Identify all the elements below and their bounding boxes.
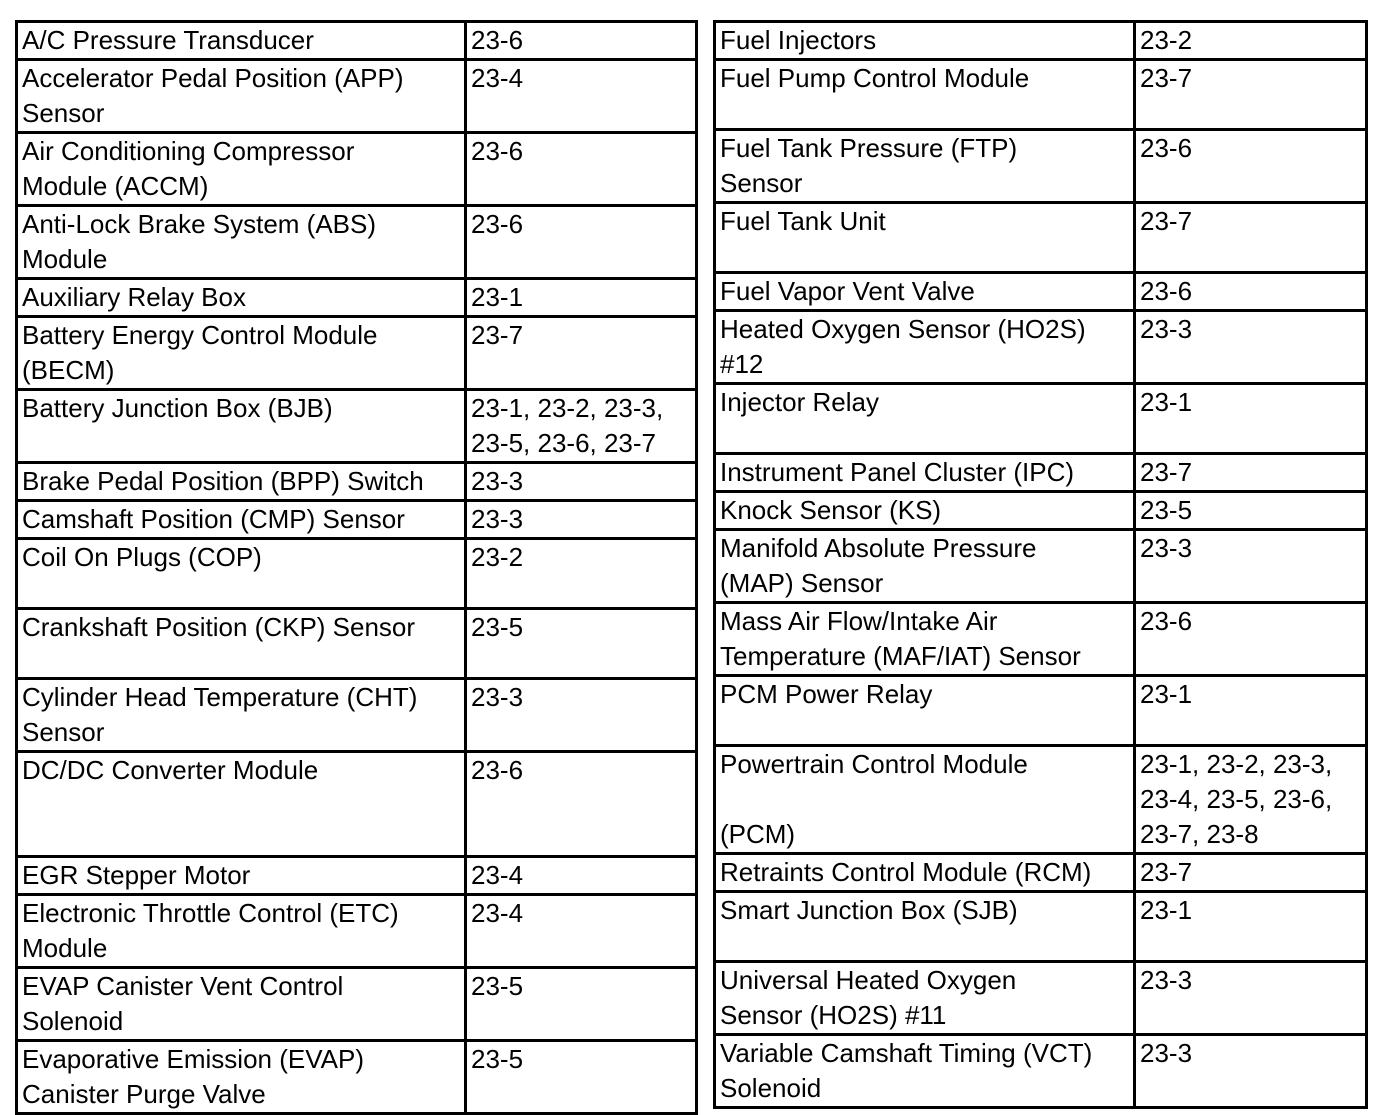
table-row — [715, 962, 1367, 1035]
table-row — [17, 60, 697, 133]
location-cell: 23-4 — [466, 895, 697, 968]
component-name-cell: Retraints Control Module (RCM) — [715, 854, 1135, 892]
location-cell: 23-3 — [466, 463, 697, 501]
component-name-cell: Camshaft Position (CMP) Sensor — [17, 501, 466, 539]
location-cell: 23-6 — [466, 22, 697, 60]
table-row — [715, 892, 1367, 962]
table-row — [17, 390, 697, 463]
component-name-cell: Universal Heated Oxygen Sensor (HO2S) #11 — [715, 962, 1135, 1035]
table-row — [715, 130, 1367, 203]
location-cell: 23-1, 23-2, 23-3, 23-4, 23-5, 23-6, 23-7, 23-8 — [1135, 746, 1367, 854]
location-cell: 23-6 — [1135, 130, 1367, 203]
table-row — [17, 895, 697, 968]
component-name-cell: Cylinder Head Temperature (CHT) Sensor — [17, 679, 466, 752]
location-cell: 23-6 — [466, 206, 697, 279]
component-name-cell: A/C Pressure Transducer — [17, 22, 466, 60]
location-cell: 23-7 — [1135, 60, 1367, 130]
location-cell: 23-4 — [466, 60, 697, 133]
location-cell: 23-7 — [466, 317, 697, 390]
component-name-cell: Fuel Tank Unit — [715, 203, 1135, 273]
table-row — [715, 1035, 1367, 1108]
table-row — [17, 1041, 697, 1114]
location-cell: 23-7 — [1135, 854, 1367, 892]
location-cell: 23-7 — [1135, 454, 1367, 492]
component-name-cell: Knock Sensor (KS) — [715, 492, 1135, 530]
location-cell: 23-2 — [1135, 22, 1367, 60]
left-table-body — [17, 22, 697, 1114]
component-name-cell: Battery Junction Box (BJB) — [17, 390, 466, 463]
component-name-cell: Injector Relay — [715, 384, 1135, 454]
component-name-cell: Smart Junction Box (SJB) — [715, 892, 1135, 962]
table-row — [715, 746, 1367, 854]
component-name-cell: Fuel Pump Control Module — [715, 60, 1135, 130]
component-name-cell: Mass Air Flow/Intake Air Temperature (MAF/IAT) Sensor — [715, 603, 1135, 676]
location-cell: 23-1 — [1135, 892, 1367, 962]
table-row — [17, 609, 697, 679]
location-cell: 23-6 — [1135, 603, 1367, 676]
table-row — [715, 676, 1367, 746]
table-row — [17, 968, 697, 1041]
component-name-cell: Battery Energy Control Module (BECM) — [17, 317, 466, 390]
table-row — [17, 539, 697, 609]
table-row — [17, 279, 697, 317]
table-row — [715, 492, 1367, 530]
component-name-cell: Electronic Throttle Control (ETC) Module — [17, 895, 466, 968]
component-name-cell: Fuel Vapor Vent Valve — [715, 273, 1135, 311]
table-row — [715, 454, 1367, 492]
left-component-table — [15, 20, 698, 1115]
component-name-cell: EGR Stepper Motor — [17, 857, 466, 895]
component-name-cell: Accelerator Pedal Position (APP) Sensor — [17, 60, 466, 133]
table-row — [715, 603, 1367, 676]
location-cell: 23-6 — [1135, 273, 1367, 311]
location-cell: 23-5 — [1135, 492, 1367, 530]
component-name-cell: Variable Camshaft Timing (VCT) Solenoid — [715, 1035, 1135, 1108]
component-name-cell: Crankshaft Position (CKP) Sensor — [17, 609, 466, 679]
table-row — [17, 463, 697, 501]
table-row — [17, 22, 697, 60]
location-cell: 23-7 — [1135, 203, 1367, 273]
table-row — [715, 22, 1367, 60]
component-name-cell: Auxiliary Relay Box — [17, 279, 466, 317]
location-cell: 23-3 — [466, 501, 697, 539]
location-cell: 23-3 — [1135, 1035, 1367, 1108]
component-name-cell: Evaporative Emission (EVAP) Canister Purge Valve — [17, 1041, 466, 1114]
component-name-cell: EVAP Canister Vent Control Solenoid — [17, 968, 466, 1041]
location-cell: 23-1 — [1135, 384, 1367, 454]
location-cell: 23-1 — [1135, 676, 1367, 746]
component-name-cell: Instrument Panel Cluster (IPC) — [715, 454, 1135, 492]
right-table-body — [715, 22, 1367, 1108]
component-name-cell: Heated Oxygen Sensor (HO2S) #12 — [715, 311, 1135, 384]
table-row — [715, 273, 1367, 311]
table-row — [17, 206, 697, 279]
location-cell: 23-5 — [466, 968, 697, 1041]
location-cell: 23-3 — [1135, 311, 1367, 384]
location-cell: 23-3 — [1135, 962, 1367, 1035]
component-name-cell: DC/DC Converter Module — [17, 752, 466, 857]
table-row — [715, 203, 1367, 273]
component-name-cell: PCM Power Relay — [715, 676, 1135, 746]
table-row — [17, 317, 697, 390]
location-cell: 23-4 — [466, 857, 697, 895]
location-cell: 23-5 — [466, 1041, 697, 1114]
location-cell: 23-1 — [466, 279, 697, 317]
table-row — [17, 133, 697, 206]
location-cell: 23-6 — [466, 133, 697, 206]
component-name-cell: Manifold Absolute Pressure (MAP) Sensor — [715, 530, 1135, 603]
left-table — [15, 20, 698, 1115]
component-name-cell: Anti-Lock Brake System (ABS) Module — [17, 206, 466, 279]
table-row — [17, 857, 697, 895]
table-row — [17, 501, 697, 539]
table-row — [715, 530, 1367, 603]
right-component-table — [713, 20, 1368, 1109]
component-name-cell: Air Conditioning Compressor Module (ACCM) — [17, 133, 466, 206]
location-cell: 23-2 — [466, 539, 697, 609]
location-cell: 23-6 — [466, 752, 697, 857]
table-row — [715, 854, 1367, 892]
component-name-cell: Fuel Injectors — [715, 22, 1135, 60]
table-row — [715, 60, 1367, 130]
table-row — [17, 679, 697, 752]
component-name-cell: Fuel Tank Pressure (FTP) Sensor — [715, 130, 1135, 203]
right-table — [713, 20, 1368, 1109]
table-row — [17, 752, 697, 857]
table-row — [715, 311, 1367, 384]
component-name-cell: Brake Pedal Position (BPP) Switch — [17, 463, 466, 501]
component-name-cell: Powertrain Control Module (PCM) — [715, 746, 1135, 854]
component-name-cell: Coil On Plugs (COP) — [17, 539, 466, 609]
table-row — [715, 384, 1367, 454]
location-cell: 23-1, 23-2, 23-3, 23-5, 23-6, 23-7 — [466, 390, 697, 463]
location-cell: 23-5 — [466, 609, 697, 679]
location-cell: 23-3 — [1135, 530, 1367, 603]
location-cell: 23-3 — [466, 679, 697, 752]
